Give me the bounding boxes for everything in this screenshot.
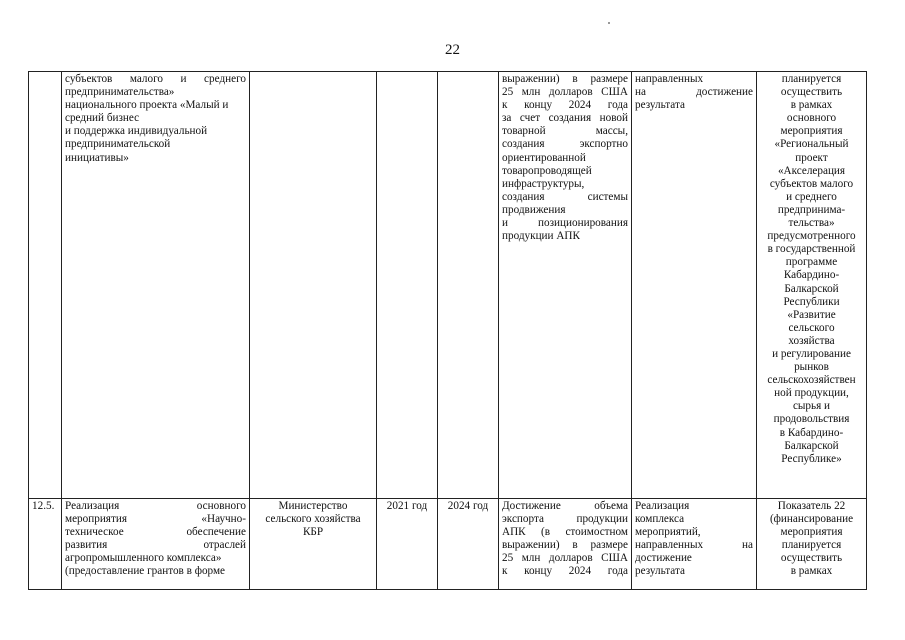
result-line: выражении) в размере <box>502 539 628 552</box>
indicator-line: сырья и <box>792 400 831 413</box>
result-line: товарной массы, <box>502 125 628 138</box>
result-line: инфраструктуры, <box>502 177 585 190</box>
consequence-line: Реализация <box>635 500 690 512</box>
executor-line: Министерство <box>278 500 348 512</box>
name-line: инициативы» <box>65 151 129 164</box>
indicator-line: Балкарской <box>784 282 839 295</box>
consequence-line: направленных <box>635 73 704 85</box>
cell-number: 12.5. <box>29 499 62 590</box>
cell-expected-result <box>499 499 632 590</box>
name-line: (предоставление грантов в форме <box>65 565 226 578</box>
executor-line: КБР <box>302 526 324 539</box>
indicator-line: мероприятия <box>780 125 843 138</box>
indicator-line: (финансирование <box>769 513 854 526</box>
result-line: Достижение объема <box>502 500 628 512</box>
name-line: мероприятия «Научно- <box>65 513 246 526</box>
result-line: выражении) в размере <box>502 73 628 85</box>
indicator-line: Балкарской <box>784 439 839 452</box>
result-line: АПК (в стоимостном <box>502 526 628 539</box>
table-row-12-5 <box>29 499 867 590</box>
result-line: к концу 2024 года <box>502 565 628 578</box>
indicator-line: предпринима- <box>777 203 846 216</box>
name-line: предпринимательства» <box>65 86 175 99</box>
result-line: товаропроводящей <box>502 164 592 177</box>
indicator-line: осуществить <box>780 86 843 99</box>
cell-measure-name <box>62 72 250 499</box>
indicator-line: мероприятия <box>780 526 843 539</box>
indicator-line: в рамках <box>790 99 833 112</box>
indicator-line: ной продукции, <box>774 387 849 400</box>
result-line: экспорта продукции <box>502 513 628 526</box>
result-line: создания системы <box>502 190 628 203</box>
cell-end-year <box>438 72 499 499</box>
name-line: предпринимательской <box>65 138 171 151</box>
executor-line: сельского хозяйства <box>265 513 361 526</box>
cell-measure-name <box>62 499 250 590</box>
indicator-line: хозяйства <box>788 334 835 347</box>
name-line: средний бизнес <box>65 112 140 125</box>
cell-executor <box>250 499 377 590</box>
indicator-line: Республики <box>783 295 840 308</box>
indicator-line: планируется <box>781 73 842 85</box>
indicator-line: «Развитие <box>787 308 836 321</box>
result-line: и позиционирования <box>502 217 628 230</box>
indicator-line: программе <box>785 256 838 269</box>
cell-expected-result <box>499 72 632 499</box>
consequence-line: на достижение <box>635 86 753 99</box>
indicator-line: в Кабардино- <box>779 426 844 439</box>
cell-number <box>29 72 62 499</box>
result-line: ориентированной <box>502 151 586 164</box>
consequence-line: достижение <box>635 552 692 565</box>
indicator-line: и регулирование <box>772 347 851 360</box>
indicator-line: Республике» <box>781 452 842 465</box>
indicator-line: «Акселерация <box>777 164 846 177</box>
consequence-line: мероприятий, <box>635 526 701 539</box>
indicator-line: проект <box>795 151 828 164</box>
indicator-line: планируется <box>781 539 842 552</box>
indicator-line: в государственной <box>767 243 856 256</box>
consequence-line: направленных на <box>635 539 753 552</box>
cell-indicator <box>757 499 867 590</box>
cell-executor <box>250 72 377 499</box>
indicator-line: Показатель 22 <box>777 500 846 512</box>
indicator-line: субъектов малого <box>769 177 854 190</box>
scan-speck <box>608 22 610 24</box>
indicator-line: и среднего <box>786 190 837 203</box>
consequence-line: результата <box>635 99 685 112</box>
cell-indicator <box>757 72 867 499</box>
name-line: национального проекта «Малый и <box>65 99 229 112</box>
result-line: продвижения <box>502 203 566 216</box>
indicator-line: Кабардино- <box>783 269 840 282</box>
indicator-line: рынков <box>794 361 829 374</box>
indicator-line: тельства» <box>788 217 835 230</box>
result-line: 25 млн долларов США <box>502 552 628 565</box>
name-line: субъектов малого и среднего <box>65 73 246 85</box>
indicator-line: «Региональный <box>774 138 849 151</box>
consequence-line: комплекса <box>635 513 685 526</box>
cell-start-year: 2021 год <box>377 499 438 590</box>
indicator-line: осуществить <box>780 552 843 565</box>
result-line: за счет создания новой <box>502 112 628 125</box>
name-line: Реализация основного <box>65 500 246 512</box>
name-line: агропромышленного комплекса» <box>65 552 222 565</box>
name-line: развития отраслей <box>65 539 246 552</box>
result-line: продукции АПК <box>502 230 580 243</box>
measures-table <box>28 71 867 590</box>
cell-end-year: 2024 год <box>438 499 499 590</box>
indicator-line: продовольствия <box>773 413 850 426</box>
indicator-line: предусмотренного <box>767 230 856 243</box>
cell-consequences <box>632 72 757 499</box>
indicator-line: сельскохозяйствен <box>767 374 856 387</box>
indicator-line: в рамках <box>790 565 833 578</box>
result-line: к концу 2024 года <box>502 99 628 112</box>
table-row-continued <box>29 72 867 499</box>
cell-consequences <box>632 499 757 590</box>
name-line: и поддержка индивидуальной <box>65 125 208 138</box>
consequence-line: результата <box>635 565 685 578</box>
cell-start-year <box>377 72 438 499</box>
result-line: 25 млн долларов США <box>502 86 628 99</box>
page-number: 22 <box>445 42 460 58</box>
result-line: создания экспортно <box>502 138 628 151</box>
name-line: техническое обеспечение <box>65 526 246 539</box>
indicator-line: основного <box>786 112 837 125</box>
indicator-line: сельского <box>788 321 835 334</box>
